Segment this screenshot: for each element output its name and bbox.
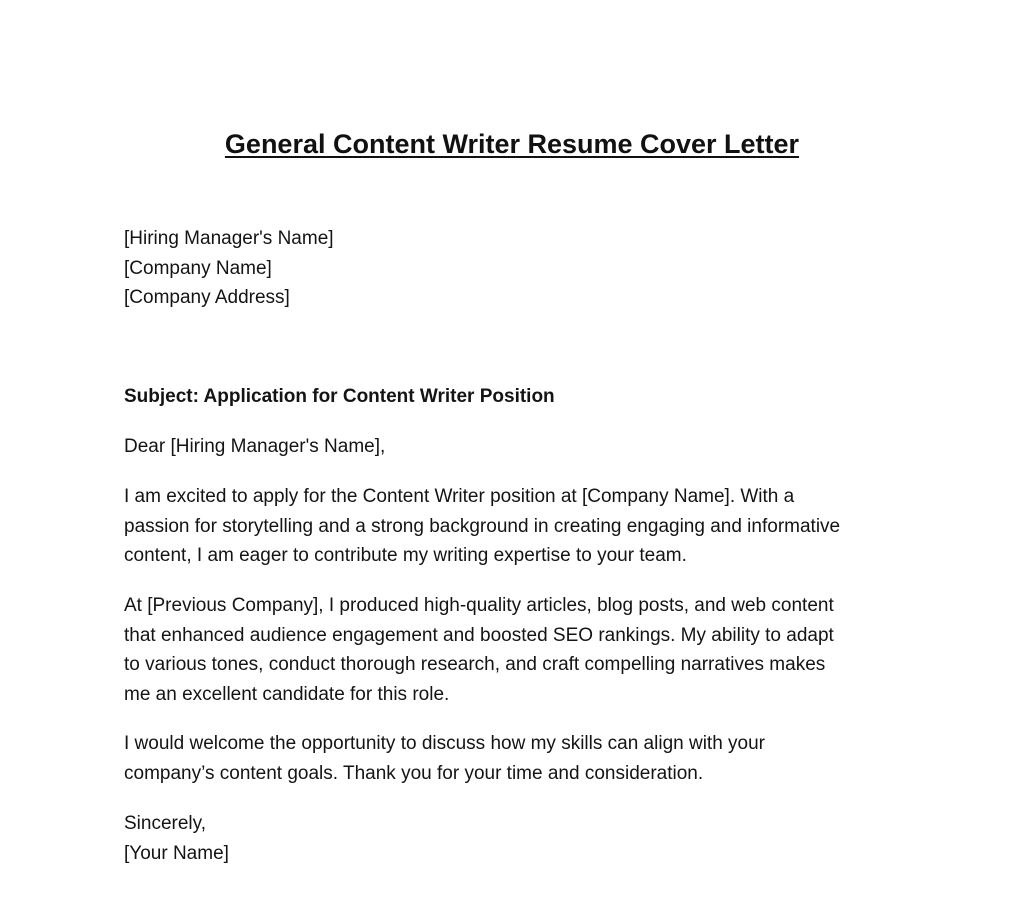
paragraph-line: I would welcome the opportunity to discuss how my skills can align with your	[124, 733, 766, 754]
paragraph-line: to various tones, conduct thorough research, and craft compelling narratives makes	[124, 654, 826, 675]
paragraph-line: me an excellent candidate for this role.	[124, 683, 450, 705]
greeting: Dear [Hiring Manager's Name],	[124, 436, 386, 457]
paragraph-line: content, I am eager to contribute my writing expertise to your team.	[124, 545, 687, 566]
recipient-address: [Company Address]	[124, 287, 290, 308]
paragraph-line: passion for storytelling and a strong background in creating engaging and informative	[124, 515, 841, 537]
paragraph-intro	[124, 482, 904, 571]
recipient-block	[124, 224, 904, 313]
signature-name: [Your Name]	[124, 842, 229, 864]
recipient-company: [Company Name]	[124, 257, 272, 279]
recipient-name: [Hiring Manager's Name]	[124, 228, 334, 249]
paragraph-line: that enhanced audience engagement and boosted SEO rankings. My ability to adapt	[124, 624, 834, 646]
subject-line: Subject: Application for Content Writer Position	[124, 386, 555, 407]
paragraph-line: I am excited to apply for the Content Writer position at [Company Name]. With a	[124, 486, 795, 507]
signoff-block	[124, 809, 904, 868]
paragraph-closing	[124, 729, 904, 788]
document-title: General Content Writer Resume Cover Letter	[224, 129, 800, 159]
paragraph-line: company’s content goals. Thank you for your time and consideration.	[124, 762, 704, 784]
closing-salutation: Sincerely,	[124, 813, 207, 834]
paragraph-experience	[124, 591, 904, 709]
paragraph-line: At [Previous Company], I produced high-quality articles, blog posts, and web content	[124, 595, 834, 616]
